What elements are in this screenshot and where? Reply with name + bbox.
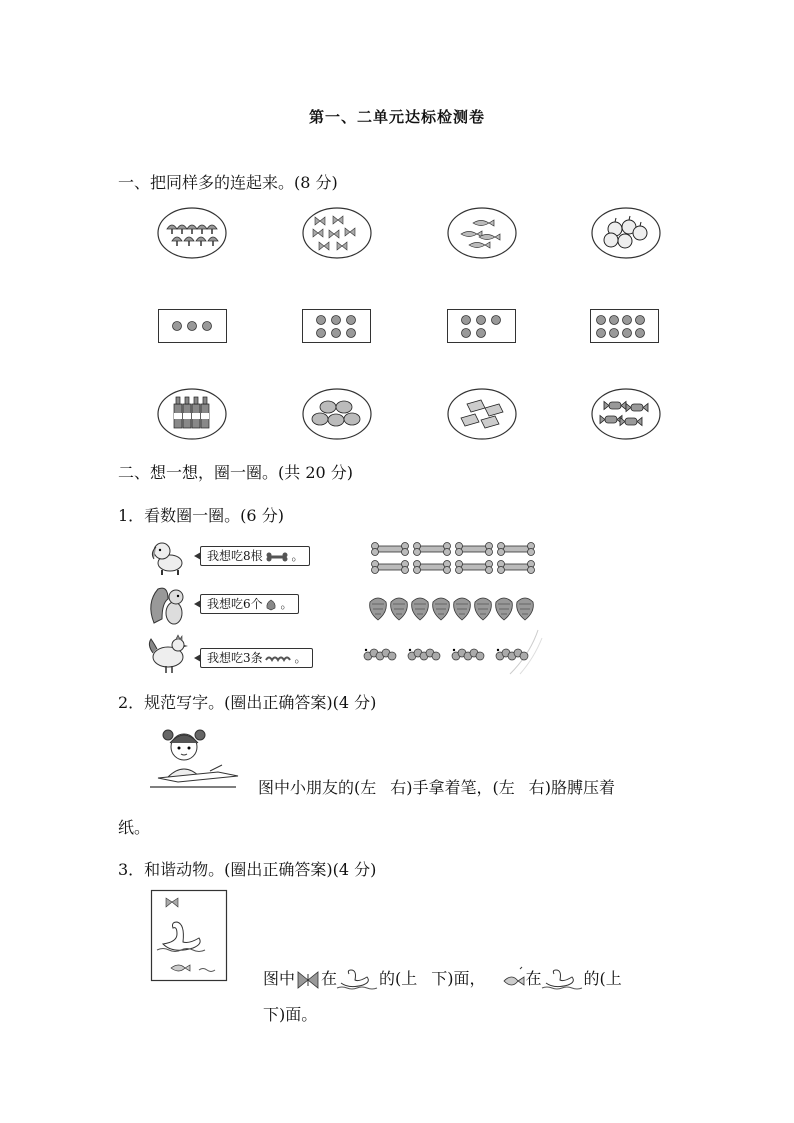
q3-line2: 下)面。 xyxy=(263,1005,318,1024)
fish-plate-icon xyxy=(447,207,517,259)
bone-group xyxy=(368,539,540,573)
puppy-icon xyxy=(148,537,188,577)
dot-card-icon xyxy=(590,309,660,344)
worm-icon xyxy=(265,654,291,664)
q3-heading: 3．和谐动物。(圈出正确答案)(4 分) xyxy=(118,860,377,879)
swan-icon xyxy=(542,969,584,991)
section2-heading: 二、想一想，圈一圈。(共 20 分) xyxy=(118,463,354,482)
fish-icon xyxy=(500,967,526,993)
worm-icon xyxy=(364,649,396,660)
pinecone-icon xyxy=(454,598,471,620)
bone-icon xyxy=(414,543,451,556)
bone-icon xyxy=(498,543,535,556)
worm-group xyxy=(360,628,544,676)
bone-icon xyxy=(414,561,451,574)
girl-writing-icon xyxy=(148,725,240,791)
q2-line2: 纸。 xyxy=(118,818,151,837)
dot-card-icon xyxy=(302,309,372,344)
pinecone-icon xyxy=(475,598,492,620)
apple-plate-icon xyxy=(591,207,661,259)
bone-icon xyxy=(498,561,535,574)
q3-line1: 图中 在 的(上 下)面， 在 的(上 xyxy=(263,966,622,993)
bottle-plate-icon xyxy=(157,388,227,440)
mushroom-plate-icon xyxy=(157,207,227,259)
worm-icon xyxy=(496,649,528,660)
worm-icon xyxy=(452,649,484,660)
pinecone-icon xyxy=(412,598,429,620)
pinecone-icon xyxy=(496,598,513,620)
section1-heading: 一、把同样多的连起来。(8 分) xyxy=(118,173,338,192)
bone-icon xyxy=(266,552,288,562)
q1-heading: 1．看数圈一圈。(6 分) xyxy=(118,506,284,525)
pinecone-icon xyxy=(370,598,387,620)
rooster-icon xyxy=(146,631,190,675)
pinecone-icon xyxy=(433,598,450,620)
speech-bubble: 我想吃6个 。 xyxy=(200,594,299,614)
worm-icon xyxy=(408,649,440,660)
dot-card-icon xyxy=(447,309,517,344)
butterfly-icon xyxy=(295,970,321,990)
page-title: 第一、二单元达标检测卷 xyxy=(308,108,485,126)
pinecone-icon xyxy=(265,599,277,611)
pinecone-icon xyxy=(517,598,534,620)
q2-heading: 2．规范写字。(圈出正确答案)(4 分) xyxy=(118,693,377,712)
bone-icon xyxy=(372,561,409,574)
butterfly-plate-icon xyxy=(302,207,372,259)
cake-plate-icon xyxy=(447,388,517,440)
swan-icon xyxy=(337,969,379,991)
pinecone-group xyxy=(366,592,542,622)
swan-picture-icon xyxy=(151,890,227,982)
q2-line1: 图中小朋友的(左 右)手拿着笔，(左 右)胳膊压着 xyxy=(258,778,615,797)
speech-bubble: 我想吃3条 。 xyxy=(200,648,313,668)
bone-icon xyxy=(372,543,409,556)
candy-plate-icon xyxy=(591,388,661,440)
bone-icon xyxy=(456,543,493,556)
pinecone-icon xyxy=(391,598,408,620)
dot-card-icon xyxy=(158,309,228,344)
bone-icon xyxy=(456,561,493,574)
potato-plate-icon xyxy=(302,388,372,440)
speech-bubble: 我想吃8根 。 xyxy=(200,546,310,566)
squirrel-icon xyxy=(148,583,188,628)
